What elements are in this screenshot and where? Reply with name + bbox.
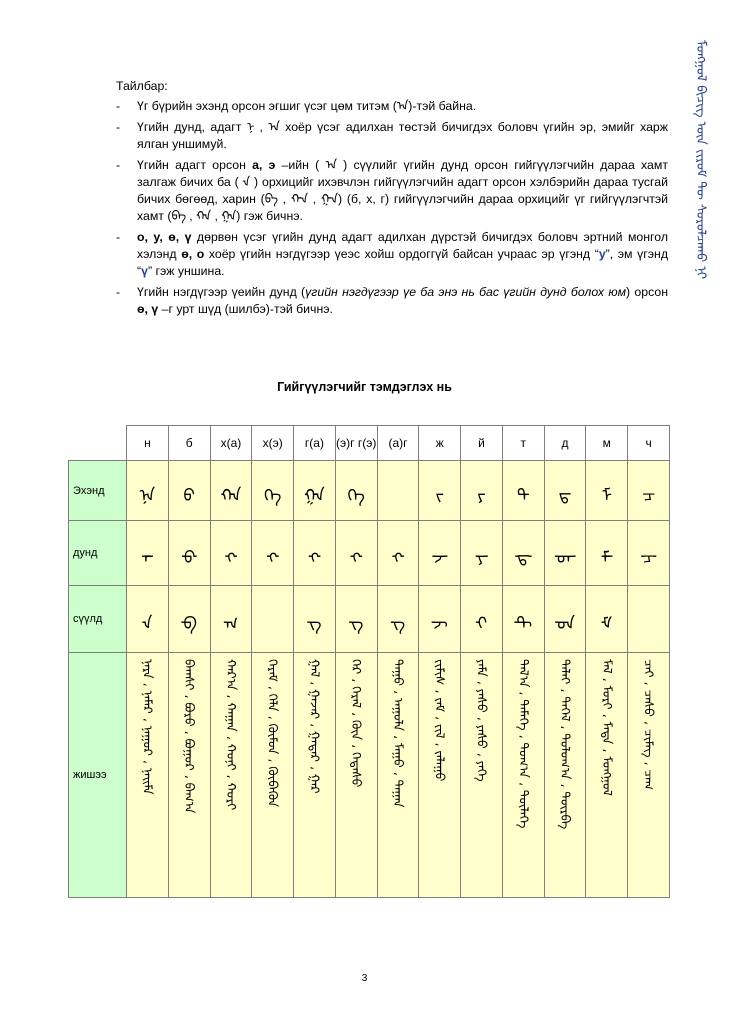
col-header: х(э) (252, 426, 294, 461)
section-title: Гийгүүлэгчийг тэмдэглэх нь (277, 380, 452, 394)
note-item-1: - Үг бүрийн эхэнд орсон эгшиг үсэг цөм титэм (ᠠ)-тэй байна. (116, 99, 477, 113)
table-row-final (69, 586, 670, 653)
table-row-examples (69, 653, 670, 898)
example-cell: ᠳᠠᠯᠠᠢ ، ᠳᠡᠭᠡᠯ ، ᠳᠣᠯᠤᠭ᠎ᠠ ، ᠳᠦᠷᠪᠡ (544, 653, 586, 898)
consonant-table (68, 425, 670, 898)
glyph-cell: ᠊ᠴ᠊ (628, 521, 670, 586)
notes-heading: Тайлбар: (116, 79, 168, 93)
glyph-cell (628, 586, 670, 653)
example-cell: ᠬᠠᠷ᠎ᠠ ، ᠬᠠᠭᠠᠨ ، ᠬᠣᠨᠢ ، ᠬᠣᠷᠢ (210, 653, 252, 898)
col-header: б (168, 426, 210, 461)
col-header: х(а) (210, 426, 252, 461)
glyph-cell: ᠪ (168, 461, 210, 521)
example-cell: ᠵᠢᠮᠢᠰ ، ᠵᠠᠮ ، ᠵᠢᠯ ، ᠵᠠᠯᠠᠭᠤ (419, 653, 461, 898)
glyph-cell: ᠊ᠳ᠊ (544, 521, 586, 586)
example-cell: ᠪᠠᠭᠰᠢ ، ᠪᠣᠷᠣ ، ᠪᠣᠭᠤᠷ ، ᠪᠠᠭ᠎ᠠ (168, 653, 210, 898)
glyph-cell: ᠊ᠭ (335, 586, 377, 653)
page-number: 3 (361, 973, 368, 984)
col-header: м (586, 426, 628, 461)
example-cell: ᠬᠡᠷᠡᠮ ، ᠬᠡᠯᠡ ، ᠬᠦᠮᠦᠨ ، ᠬᠦᠪᠡᠭᠦᠨ (252, 653, 294, 898)
glyph-cell: ᠬᠠ (210, 461, 252, 521)
example-cell: ᠴᠠᠢ ، ᠴᠠᠰᠤ ، ᠴᠢᠮᠡᠭ ، ᠴᠠᠭ (628, 653, 670, 898)
glyph-cell: ᠊ᠭ᠊ (377, 521, 419, 586)
col-header: (э)г г(э) (335, 426, 377, 461)
note-item-2: - Үгийн дунд, адагт ᠨ , ᠠ хоёр үсэг адилхан төстэй бичигдэх боловч үгийн эр, эмийг харж ялган уншимуй. (116, 120, 669, 151)
glyph-cell: ᠊ᠵ᠊ (419, 521, 461, 586)
row-label: Эхэнд (69, 461, 127, 521)
col-header: й (461, 426, 503, 461)
side-header: ᠮᠣᠩᠭᠣᠯ ᠪᠢᠴᠢᠭ ᠦᠨ ᠵᠢᠷᠤᠮ ᠲᠦ ᠰᠤᠷᠤᠯᠴᠠᠬᠤ ᠨᠢ (693, 40, 708, 280)
glyph-cell: ᠨᠠ (127, 461, 169, 521)
glyph-cell: ᠊ᠲ (502, 586, 544, 653)
glyph-cell: ᠊ᠨ᠊ (127, 521, 169, 586)
glyph-cell: ᠲ (502, 461, 544, 521)
glyph-cell: ᠳ (544, 461, 586, 521)
notes-list (116, 98, 668, 318)
example-cell: ᠳᠠᠭᠤ ، ᠠᠭᠤᠯᠠ ، ᠮᠠᠭᠤ ، ᠲᠠᠭᠠᠨ (377, 653, 419, 898)
col-header: д (544, 426, 586, 461)
note-item-3: - Үгийн адагт орсон а, э –ийн ( ᠠ ) сүүлийг үгийн дунд орсон гийгүүлэгчийн дараа хамт залгаж бичих ба ( ᠊ᠠ ) орхицийг ихэвчлэн гийгүүлэгчийн адагт орсон хэлбэрийн дараа тусгай бичих бөгөөд, харин (ᠪ᠊ᠠ , ᠬ᠊ᠠ , ᠭ᠊ᠠ) (б, х, г) гийгүүлэгчийн дараа орхицийг үг гийгүүлэгчтэй хамт (ᠪᠠ , ᠬᠠ , ᠭᠠ) гэж бичнэ. (116, 158, 668, 223)
row-label: дунд (69, 521, 127, 586)
glyph-cell (252, 586, 294, 653)
glyph-cell: ᠊ᠪ᠊ (168, 521, 210, 586)
glyph-cell: ᠶ (461, 461, 503, 521)
col-header: (а)г (377, 426, 419, 461)
table-header-row (69, 426, 670, 461)
glyph-cell: ᠊ᠨ (127, 586, 169, 653)
glyph-cell: ᠮ (586, 461, 628, 521)
example-cell: ᠲᠠᠯ᠎ᠠ ، ᠲᠡᠮᠡᠭᠡ ، ᠲᠣᠭ᠎ᠠ ، ᠲᠦᠯᠡᠭᠡ (502, 653, 544, 898)
row-label: сүүлд (69, 586, 127, 653)
glyph-cell: ᠊ᠬ᠊ (252, 521, 294, 586)
glyph-cell (377, 461, 419, 521)
glyph-cell: ᠊ᠢ (461, 586, 503, 653)
table-row-initial (69, 461, 670, 521)
example-cell: ᠶᠠᠮᠠ ، ᠶᠠᠰᠤ ، ᠶᠡᠰᠦ ، ᠶᠡᠬᠡ (461, 653, 503, 898)
glyph-cell: ᠵ (419, 461, 461, 521)
glyph-cell: ᠊ᠬ᠊ (210, 521, 252, 586)
col-header: ж (419, 426, 461, 461)
glyph-cell: ᠊ᠭ (294, 586, 336, 653)
glyph-cell: ᠬᠡ (252, 461, 294, 521)
example-cell: ᠭᠠᠯ ، ᠭᠠᠵᠠᠷ ، ᠭᠠᠳᠠᠷ ، ᠭᠠᠷ (294, 653, 336, 898)
glyph-cell: ᠊ᠭ᠊ (294, 521, 336, 586)
glyph-cell: ᠭᠠ (294, 461, 336, 521)
explanation-notes (116, 78, 668, 322)
glyph-cell: ᠊ᠮ᠊ (586, 521, 628, 586)
note-item-5: - Үгийн нэгдүгээр үеийн дунд (үгийн нэгдүгээр үе ба энэ нь бас үгийн дунд болох юм) орсон ө, ү –г урт шүд (шилбэ)-тэй бичнэ. (116, 285, 668, 316)
glyph-cell: ᠊ᠶ᠊ (461, 521, 503, 586)
glyph-cell: ᠊ᠬ (210, 586, 252, 653)
col-header: н (127, 426, 169, 461)
example-cell: ᠮᠠᠯ ، ᠮᠣᠷᠢ ، ᠮᠡᠳᠡ ، ᠮᠣᠩᠭᠣᠯ (586, 653, 628, 898)
col-header: г(а) (294, 426, 336, 461)
row-label: жишээ (69, 653, 127, 898)
glyph-cell: ᠊ᠲ᠊ (502, 521, 544, 586)
glyph-cell: ᠊ᠭ (377, 586, 419, 653)
example-cell: ᠨᠠᠷᠠ ، ᠨᠠᠮᠠᠷ ، ᠨᠠᠭᠤᠷ ، ᠨᠠᠢᠮᠠ (127, 653, 169, 898)
col-header: ч (628, 426, 670, 461)
col-header: т (502, 426, 544, 461)
table-row-medial (69, 521, 670, 586)
glyph-cell: ᠊ᠭ᠊ (335, 521, 377, 586)
glyph-cell: ᠊ᠮ (586, 586, 628, 653)
glyph-cell: ᠴ (628, 461, 670, 521)
glyph-cell: ᠭᠡ (335, 461, 377, 521)
glyph-cell: ᠊ᠳ (544, 586, 586, 653)
glyph-cell: ᠊ᠵ (419, 586, 461, 653)
note-item-4: - о, у, ө, ү дөрвөн үсэг үгийн дунд адагт адилхан дүрстэй бичигдэх боловч эртний монгол хэлэнд ө, о хоёр үгийн нэгдүгээр үеэс хойш ордоггүй байсан учраас эр үгэнд “у”, эм үгэнд “ү” гэж уншина. (116, 230, 668, 278)
example-cell: ᠭᠡᠷ ، ᠭᠡᠷᠡᠯ ، ᠭᠦᠨ ، ᠭᠡᠳᠡᠰᠦ (335, 653, 377, 898)
glyph-cell: ᠊ᠪ (168, 586, 210, 653)
